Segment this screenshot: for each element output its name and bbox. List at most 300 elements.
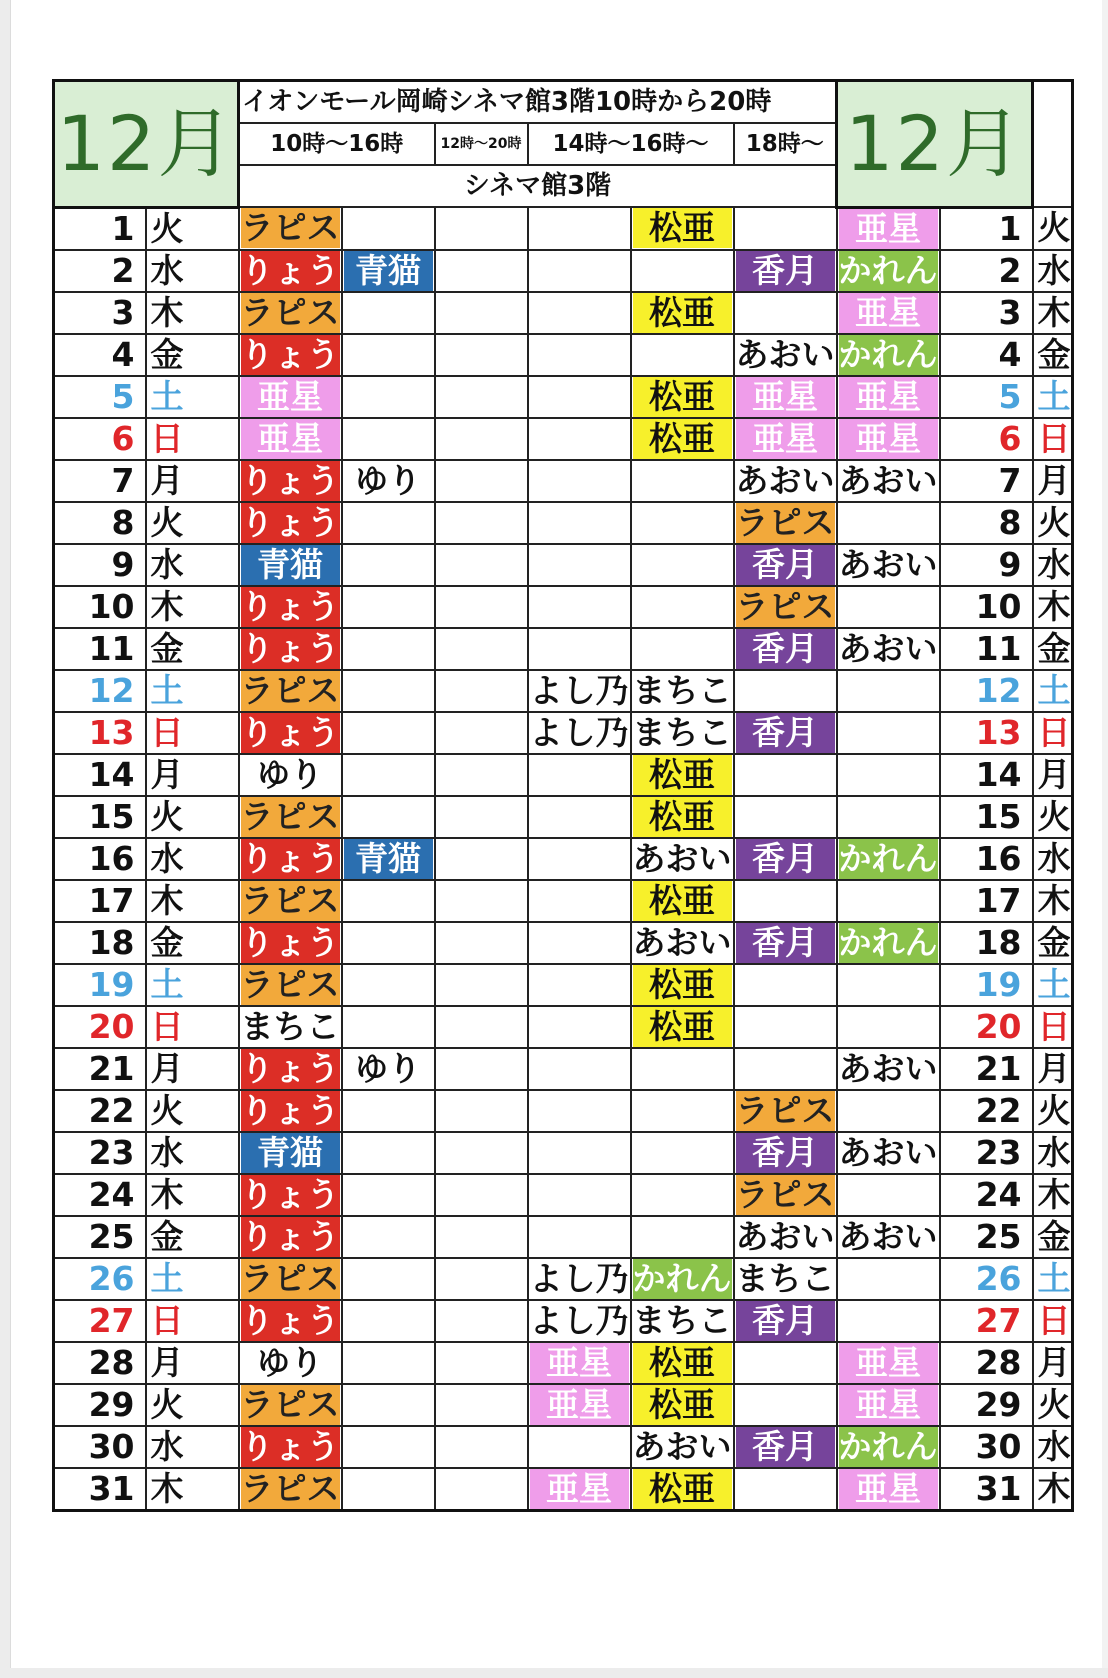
staff-chip: 香月 [736,1427,835,1467]
day-number-left: 18 [54,922,146,964]
staff-chip: 青猫 [241,545,340,585]
day-row [54,712,1073,754]
empty-shift-cell [435,502,528,544]
day-number-right: 4 [940,334,1033,376]
staff-name: あおい [838,1132,938,1172]
empty-shift-cell [342,670,435,712]
staff-chip: 亜星 [530,1469,629,1509]
staff-name: あおい [632,922,732,962]
empty-shift-cell [734,1384,837,1426]
day-number-right: 13 [940,712,1033,754]
empty-shift-cell [342,1468,435,1511]
staff-chip: りょう [240,1426,340,1466]
slot-header-3: 14時～16時～ [528,123,734,165]
shift-cell-e [631,207,734,250]
staff-chip: かれん [838,250,938,290]
staff-chip: ラピス [735,1090,835,1130]
staff-chip: ラピス [240,292,340,332]
empty-shift-cell [734,880,837,922]
staff-chip: ラピス [735,502,835,542]
empty-shift-cell [435,838,528,880]
shift-cell-f [734,1132,837,1174]
staff-chip: 亜星 [241,377,340,417]
staff-name: ゆり [239,754,342,796]
day-number-right: 18 [940,922,1033,964]
staff-chip: 亜星 [839,419,938,459]
empty-shift-cell [435,1468,528,1511]
empty-shift-cell [734,964,837,1006]
weekday-right: 金 [1033,1216,1073,1258]
day-number-left: 28 [54,1342,146,1384]
weekday-left: 日 [146,712,239,754]
staff-chip: 亜星 [736,419,835,459]
empty-shift-cell [342,1216,435,1258]
weekday-right: 金 [1033,334,1073,376]
staff-name: よし乃 [529,1258,629,1298]
staff-chip: 香月 [736,923,835,963]
shift-cell-e [631,754,734,796]
staff-chip: ラピス [735,1174,835,1214]
empty-shift-cell [342,1300,435,1342]
day-row [54,250,1073,292]
day-number-left: 14 [54,754,146,796]
weekday-left: 月 [146,460,239,502]
day-row [54,502,1073,544]
weekday-left: 火 [146,207,239,250]
empty-shift-cell [435,1300,528,1342]
shift-cell-g [837,292,940,334]
empty-shift-cell [342,964,435,1006]
weekday-left: 水 [146,838,239,880]
slot-header-2: 12時～20時 [435,123,528,165]
day-number-left: 21 [54,1048,146,1090]
weekday-right: 木 [1033,880,1073,922]
day-number-right: 20 [940,1006,1033,1048]
empty-shift-cell [342,796,435,838]
staff-chip: 香月 [736,713,835,753]
shift-cell-f [734,1090,837,1132]
empty-shift-cell [435,250,528,292]
shift-cell-a [239,376,342,418]
shift-cell-g [837,1342,940,1384]
weekday-left: 火 [146,502,239,544]
staff-chip: ラピス [240,796,340,836]
day-number-left: 30 [54,1426,146,1468]
shift-cell-a [239,1090,342,1132]
staff-chip: ラピス [240,1384,340,1424]
empty-shift-cell [528,334,631,376]
empty-shift-cell [342,292,435,334]
shift-cell-e [631,1258,734,1300]
staff-chip: 香月 [736,629,835,669]
empty-shift-cell [528,754,631,796]
empty-shift-cell [837,502,940,544]
weekday-left: 土 [146,964,239,1006]
staff-name: まちこ [632,670,732,710]
empty-shift-cell [631,1090,734,1132]
staff-chip: りょう [240,586,340,626]
shift-cell-a [239,880,342,922]
shift-cell-g [837,418,940,460]
staff-chip: 松亜 [633,208,732,248]
slot-header-1: 10時～16時 [239,123,435,165]
empty-shift-cell [528,964,631,1006]
staff-chip: 亜星 [736,377,835,417]
staff-chip: りょう [240,922,340,962]
empty-shift-cell [837,964,940,1006]
day-row [54,418,1073,460]
shift-cell-d [528,1468,631,1511]
day-number-left: 24 [54,1174,146,1216]
staff-chip: 松亜 [633,1385,732,1425]
staff-name: まちこ [240,1006,340,1046]
shift-cell-g [837,1468,940,1511]
shift-cell-a [239,1174,342,1216]
empty-shift-cell [631,1048,734,1090]
weekday-right: 月 [1033,754,1073,796]
day-number-left: 9 [54,544,146,586]
empty-shift-cell [435,1216,528,1258]
staff-chip: 亜星 [530,1343,629,1383]
empty-shift-cell [528,250,631,292]
shift-cell-b [342,838,435,880]
staff-chip: かれん [632,1258,732,1298]
staff-chip: 亜星 [839,209,938,249]
staff-chip: 亜星 [839,1343,938,1383]
shift-cell-a [239,1468,342,1511]
empty-shift-cell [837,1258,940,1300]
empty-shift-cell [342,1174,435,1216]
day-number-left: 6 [54,418,146,460]
staff-chip: ラピス [240,1468,340,1508]
weekday-left: 木 [146,292,239,334]
staff-chip: かれん [838,1426,938,1466]
weekday-left: 火 [146,1090,239,1132]
shift-cell-b [342,250,435,292]
day-row [54,1216,1073,1258]
shift-cell-e [631,292,734,334]
staff-chip: 香月 [736,1133,835,1173]
staff-chip: 香月 [736,1301,835,1341]
empty-shift-cell [631,460,734,502]
staff-chip: ラピス [240,880,340,920]
day-number-right: 25 [940,1216,1033,1258]
shift-cell-a [239,460,342,502]
weekday-right: 水 [1033,838,1073,880]
empty-shift-cell [734,1048,837,1090]
day-number-left: 1 [54,207,146,250]
weekday-left: 木 [146,1468,239,1511]
day-row [54,460,1073,502]
shift-cell-d [528,1342,631,1384]
day-row [54,754,1073,796]
day-number-left: 11 [54,628,146,670]
shift-cell-g [837,1426,940,1468]
weekday-right: 土 [1033,1258,1073,1300]
empty-shift-cell [435,1258,528,1300]
empty-shift-cell [435,796,528,838]
shift-cell-a [239,334,342,376]
staff-chip: りょう [240,628,340,668]
shift-cell-a [239,1258,342,1300]
day-row [54,292,1073,334]
shift-cell-f [734,1426,837,1468]
shift-cell-a [239,418,342,460]
empty-shift-cell [631,250,734,292]
day-row [54,796,1073,838]
day-number-left: 29 [54,1384,146,1426]
day-number-left: 27 [54,1300,146,1342]
day-row [54,1258,1073,1300]
staff-chip: ラピス [240,670,340,710]
weekday-left: 月 [146,1342,239,1384]
shift-cell-a [239,1426,342,1468]
empty-shift-cell [837,712,940,754]
staff-name: まちこ [632,712,732,752]
empty-shift-cell [528,376,631,418]
weekday-right: 水 [1033,1132,1073,1174]
empty-shift-cell [528,586,631,628]
staff-chip: ラピス [240,964,340,1004]
weekday-left: 火 [146,1384,239,1426]
day-number-left: 16 [54,838,146,880]
empty-shift-cell [631,544,734,586]
empty-shift-cell [342,1090,435,1132]
empty-shift-cell [342,1132,435,1174]
empty-shift-cell [435,1384,528,1426]
weekday-left: 火 [146,796,239,838]
weekday-right: 月 [1033,460,1073,502]
shift-cell-e [631,1468,734,1511]
weekday-right: 火 [1033,502,1073,544]
shift-cell-f [734,502,837,544]
weekday-left: 金 [146,1216,239,1258]
staff-chip: 青猫 [344,251,433,291]
empty-shift-cell [528,207,631,250]
day-number-left: 5 [54,376,146,418]
empty-shift-cell [631,1174,734,1216]
empty-shift-cell [734,207,837,250]
staff-chip: ラピス [735,586,835,626]
empty-shift-cell [435,544,528,586]
shift-cell-g [837,838,940,880]
staff-name: あおい [735,460,835,500]
shift-cell-f [734,250,837,292]
empty-shift-cell [528,544,631,586]
staff-chip: 松亜 [633,881,732,921]
day-row [54,964,1073,1006]
empty-shift-cell [435,1174,528,1216]
day-number-right: 28 [940,1342,1033,1384]
weekday-left: 水 [146,250,239,292]
staff-chip: 青猫 [344,839,433,879]
weekday-left: 水 [146,1132,239,1174]
empty-shift-cell [734,670,837,712]
staff-name: まちこ [735,1258,835,1298]
shift-cell-e [631,964,734,1006]
shift-cell-g [837,376,940,418]
day-row [54,628,1073,670]
empty-shift-cell [342,880,435,922]
empty-shift-cell [435,1048,528,1090]
day-row [54,376,1073,418]
day-row [54,1048,1073,1090]
day-number-right: 26 [940,1258,1033,1300]
empty-shift-cell [342,628,435,670]
weekday-right: 水 [1033,544,1073,586]
staff-name: あおい [838,1216,938,1256]
empty-shift-cell [342,754,435,796]
day-number-right: 12 [940,670,1033,712]
staff-chip: りょう [240,712,340,752]
empty-shift-cell [435,292,528,334]
weekday-left: 金 [146,334,239,376]
empty-shift-cell [342,544,435,586]
staff-chip: 松亜 [633,1469,732,1509]
empty-shift-cell [435,670,528,712]
staff-chip: りょう [240,1300,340,1340]
empty-shift-cell [342,1258,435,1300]
empty-shift-cell [435,1132,528,1174]
month-label-right: 12月 [837,81,1033,208]
staff-chip: りょう [240,1048,340,1088]
empty-shift-cell [631,628,734,670]
empty-shift-cell [528,628,631,670]
weekday-left: 水 [146,544,239,586]
day-row [54,922,1073,964]
day-row [54,670,1073,712]
empty-shift-cell [734,754,837,796]
empty-shift-cell [734,292,837,334]
empty-shift-cell [435,418,528,460]
day-number-left: 22 [54,1090,146,1132]
weekday-right: 火 [1033,207,1073,250]
empty-shift-cell [342,586,435,628]
staff-chip: 亜星 [839,377,938,417]
staff-name: あおい [735,1216,835,1256]
day-number-left: 25 [54,1216,146,1258]
empty-shift-cell [528,460,631,502]
day-number-left: 13 [54,712,146,754]
shift-cell-d [528,1384,631,1426]
weekday-left: 水 [146,1426,239,1468]
day-number-right: 2 [940,250,1033,292]
staff-name: あおい [632,838,732,878]
day-row [54,1132,1073,1174]
staff-chip: 香月 [736,251,835,291]
day-number-right: 8 [940,502,1033,544]
staff-chip: 松亜 [633,419,732,459]
shift-cell-f [734,418,837,460]
day-number-right: 22 [940,1090,1033,1132]
day-row [54,1174,1073,1216]
shift-cell-g [837,334,940,376]
shift-cell-g [837,207,940,250]
staff-chip: 松亜 [633,293,732,333]
empty-shift-cell [342,1426,435,1468]
day-row [54,1384,1073,1426]
day-row [54,1342,1073,1384]
empty-shift-cell [528,922,631,964]
shift-cell-a [239,628,342,670]
empty-shift-cell [435,754,528,796]
staff-chip: ラピス [240,208,340,248]
staff-name: あおい [632,1426,732,1466]
empty-shift-cell [435,334,528,376]
empty-shift-cell [435,586,528,628]
weekday-left: 木 [146,586,239,628]
slot-header-4: 18時～ [734,123,837,165]
floor-label: シネマ館3階 [239,165,837,207]
empty-shift-cell [528,502,631,544]
day-number-left: 19 [54,964,146,1006]
shift-cell-f [734,376,837,418]
staff-chip: 松亜 [633,377,732,417]
day-number-right: 30 [940,1426,1033,1468]
shift-cell-a [239,964,342,1006]
staff-name: あおい [838,544,938,584]
shift-cell-a [239,502,342,544]
weekday-right: 土 [1033,376,1073,418]
empty-shift-cell [342,1006,435,1048]
day-row [54,1468,1073,1511]
day-row [54,207,1073,250]
shift-cell-a [239,207,342,250]
empty-shift-cell [342,1384,435,1426]
empty-shift-cell [435,207,528,250]
empty-shift-cell [734,1342,837,1384]
day-row [54,838,1073,880]
empty-shift-cell [528,796,631,838]
empty-shift-cell [837,1174,940,1216]
weekday-left: 月 [146,1048,239,1090]
day-number-right: 3 [940,292,1033,334]
shift-cell-a [239,1048,342,1090]
day-number-right: 6 [940,418,1033,460]
empty-shift-cell [342,712,435,754]
staff-chip: 香月 [736,839,835,879]
empty-shift-cell [435,1426,528,1468]
empty-shift-cell [435,628,528,670]
day-number-right: 21 [940,1048,1033,1090]
staff-chip: りょう [240,1090,340,1130]
shift-cell-a [239,1300,342,1342]
empty-shift-cell [528,838,631,880]
staff-chip: 青猫 [241,1133,340,1173]
empty-shift-cell [528,418,631,460]
empty-shift-cell [837,1300,940,1342]
empty-shift-cell [342,922,435,964]
weekday-right: 土 [1033,670,1073,712]
empty-shift-cell [342,207,435,250]
empty-shift-cell [435,712,528,754]
staff-name: ゆり [239,1342,342,1384]
empty-shift-cell [837,670,940,712]
weekday-right: 木 [1033,586,1073,628]
staff-chip: 香月 [736,545,835,585]
day-row [54,544,1073,586]
shift-cell-e [631,418,734,460]
empty-shift-cell [631,1132,734,1174]
weekday-right: 水 [1033,1426,1073,1468]
shift-cell-f [734,1174,837,1216]
staff-chip: 松亜 [633,1007,732,1047]
shift-cell-a [239,712,342,754]
day-number-left: 12 [54,670,146,712]
day-number-right: 23 [940,1132,1033,1174]
day-row [54,1090,1073,1132]
weekday-right: 火 [1033,796,1073,838]
